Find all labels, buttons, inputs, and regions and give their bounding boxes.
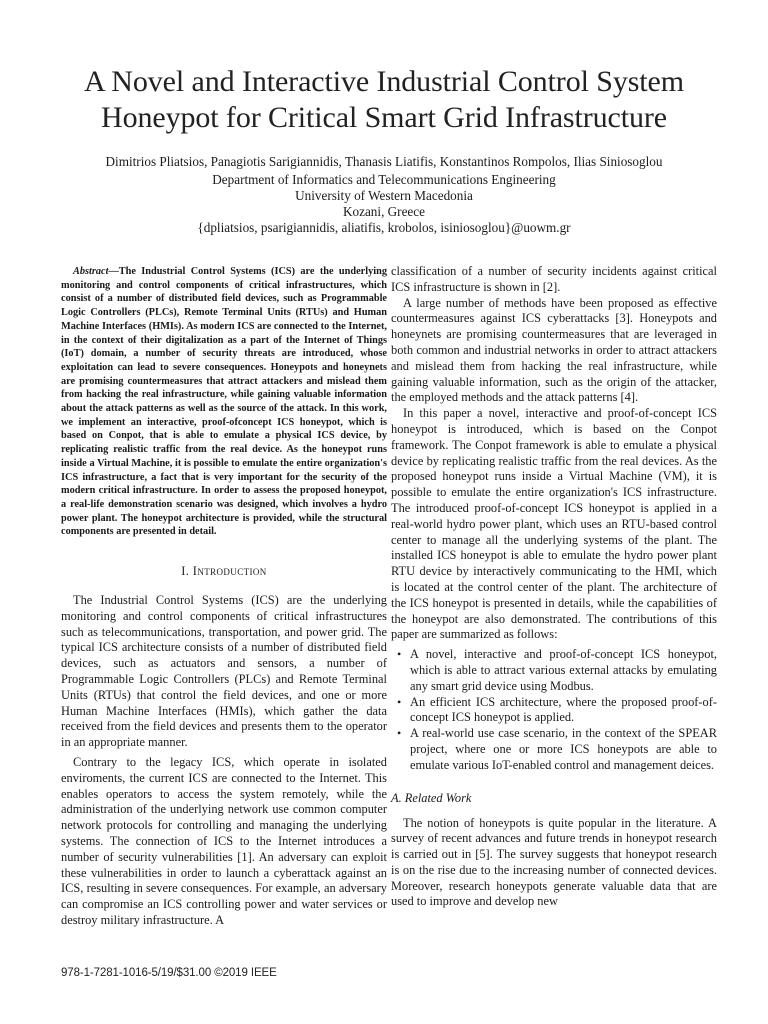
author-department: Department of Informatics and Telecommunications Engineering bbox=[212, 172, 556, 187]
author-list: Dimitrios Pliatsios, Panagiotis Sarigiannidis, Thanasis Liatifis, Konstantinos Rompolos, Ilias Siniosoglou bbox=[105, 154, 663, 169]
contribution-list bbox=[391, 647, 717, 773]
intro-body-left bbox=[61, 593, 387, 929]
abstract-label: Abstract bbox=[73, 266, 109, 277]
intro-paragraph-1: The Industrial Control Systems (ICS) are the underlying monitoring and control components of critical infrastructures such as telecommunications, transportation, and power grid. The typical ICS architecture consists of a number of distributed field devices, such as actuators and sensors, a number of Programmable Logic Controllers (PLCs) and Remote Terminal Units (RTUs) that control the field devices, and one or more Human Machine Interfaces (HMIs), which gather the data received from the field devices and presents them to the operator in an appropriate manner. bbox=[61, 593, 387, 750]
author-university: University of Western Macedonia bbox=[295, 188, 473, 203]
contribution-text: A real-world use case scenario, in the context of the SPEAR project, where one or more ICS honeypots are able to emulate various IoT-enabled control and management deices. bbox=[410, 726, 717, 772]
right-column bbox=[391, 264, 717, 910]
author-location: Kozani, Greece bbox=[342, 204, 425, 219]
copyright-footer: 978-1-7281-1016-5/19/$31.00 ©2019 IEEE bbox=[61, 967, 277, 979]
contribution-item bbox=[391, 647, 717, 694]
author-emails: {dpliatsios, psarigiannidis, aliatifis, krobolos, isiniosoglou}@uowm.gr bbox=[197, 220, 571, 235]
intro-paragraph-4: A large number of methods have been proposed as effective countermeasures against ICS cyberattacks [3]. Honeypots and honeynets are promising countermeasures that are leveraged in both common and industrial networks in order to attract attackers and mislead them from hacking the real infrastructure, while gaining valuable information, such as the origin of the attacker, the employed methods and the attack patterns [4]. bbox=[391, 295, 717, 405]
contribution-text: An efficient ICS architecture, where the proposed proof-of-concept ICS honeypot is applied. bbox=[410, 694, 717, 725]
paper-title bbox=[30, 64, 738, 136]
subsection-heading-related-work: A. Related Work bbox=[391, 790, 472, 805]
contribution-item bbox=[391, 726, 717, 773]
section-heading-introduction: I. Introduction bbox=[181, 564, 267, 579]
intro-paragraph-5: In this paper a novel, interactive and proof-of-concept ICS honeypot is introduced, which is based on the Conpot framework. The Conpot framework is able to emulate a physical device by replicating realistic traffic from the real devices. As the proposed honeypot runs inside a Virtual Machine (VM), it is possible to emulate the entire organization's ICS infrastructure. The introduced proof-of-concept ICS honeypot is applied in a real-world hydro power plant, which uses an RTU-based control center to manage all the underlying systems of the plant. The installed ICS honeypot is able to emulate the hydro power plant RTU device by interactively communicating to the HMI, which is located at the control center of the plant. The architecture of the ICS honeypot is presented in details, while the capabilities of the honeypot are also demonstrated. The contributions of this paper are summarized as follows: bbox=[391, 406, 717, 642]
bullet-icon: • bbox=[397, 694, 402, 709]
contribution-text: A novel, interactive and proof-of-concept ICS honeypot, which is able to attract various external attacks by emulating any smart grid device using Modbus. bbox=[410, 647, 717, 693]
bullet-icon: • bbox=[397, 726, 402, 741]
contribution-item bbox=[391, 695, 717, 727]
title-line-2: Honeypot for Critical Smart Grid Infrastructure bbox=[101, 101, 667, 134]
related-work-paragraph-1: The notion of honeypots is quite popular in the literature. A survey of recent advances and future trends in honeypot research is carried out in [5]. The survey suggests that honeypot research is on the rise due to the increasing number of connected devices. Moreover, research honeypots generate valuable data that are used to improve and develop new bbox=[391, 815, 717, 909]
left-column bbox=[61, 265, 387, 929]
intro-paragraph-2: Contrary to the legacy ICS, which operate in isolated enviroments, the current ICS are connected to the Internet. This enables operators to access the system remotely, while the administration of the underlying network use common computer network protocols for controlling and managing the underlying systems. The connection of ICS to the Internet introduces a number of security vulnerabilities [1]. An adversary can exploit these vulnerabilities in order to launch a cyberattack against an ICS, resulting in severe consequences. For example, an adversary can compromise an ICS controlling power and water services or destroy military infrastructure. A bbox=[61, 755, 387, 927]
abstract bbox=[61, 265, 387, 539]
intro-paragraph-3: classification of a number of security incidents against critical ICS infrastructure is shown in [2]. bbox=[391, 264, 717, 294]
abstract-dash: — bbox=[108, 266, 119, 277]
title-line-1: A Novel and Interactive Industrial Control System bbox=[84, 65, 684, 98]
abstract-text: The Industrial Control Systems (ICS) are the underlying monitoring and control components of critical infrastructures, which consist of a number of distributed field devices, such as Programmable Logic Controllers (PLCs), Remote Terminal Units (RTUs) and Human Machine Interfaces (HMIs). As modern ICS are connected to the Internet, in the context of their digitalization as a part of the Internet of Things (IoT) domain, a number of security threats are introduced, whose exploitation can lead to severe consequences. Honeypots and honeynets are promising countermeasures that attract attackers and mislead them from hacking the real infrastructure, while gaining valuable information about the attack patterns as well as the source of the attack. In this work, we implement an interactive, proof-ofconcept ICS honeypot, which is based on Conpot, that is able to emulate a physical ICS device, by replicating realistic traffic from the real device. As the honeypot runs inside a Virtual Machine, it is possible to emulate the entire organization's ICS infrastructure, a fact that is very important for the security of the modern critical infrastructure. In order to assess the proposed honeypot, a real-life demonstration scenario was designed, which involves a hydro power plant. The honeypot architecture is provided, while the structural components are presented in detail. bbox=[61, 266, 387, 538]
bullet-icon: • bbox=[397, 647, 402, 662]
